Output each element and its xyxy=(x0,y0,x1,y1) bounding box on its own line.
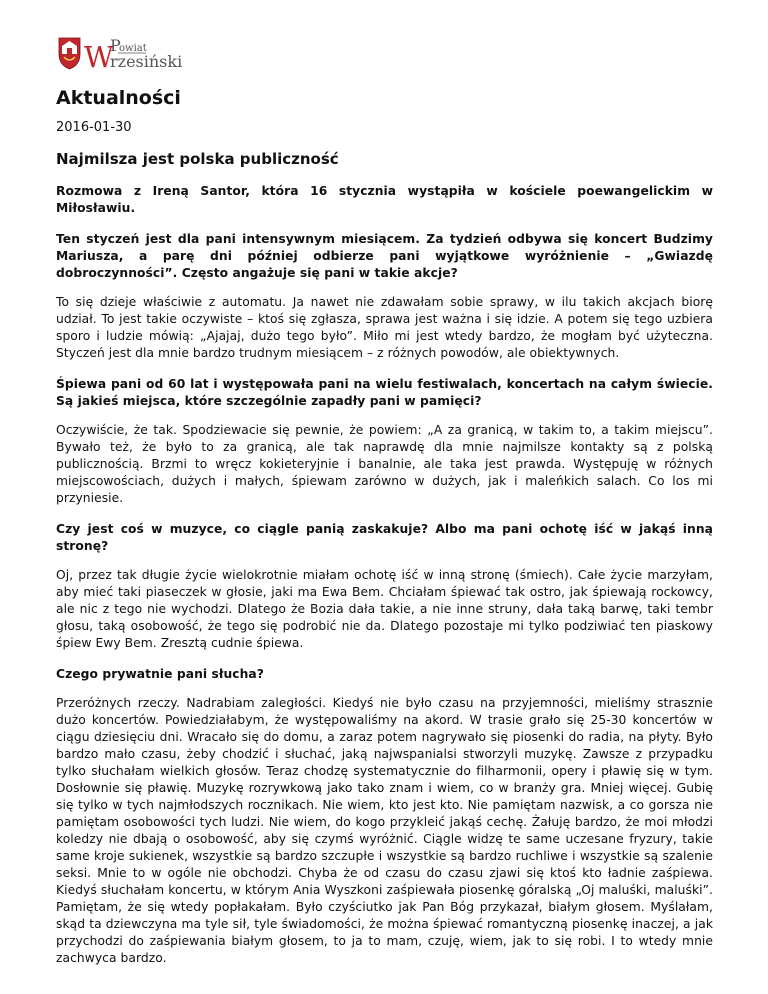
question-2: Śpiewa pani od 60 lat i występowała pani na wielu festiwalach, koncertach na całym świecie. Są jakieś miejsca, które szczególnie zapadły pani w pamięci? xyxy=(56,377,713,408)
logo-graphic xyxy=(58,36,193,70)
logo-initial-w: W xyxy=(84,40,114,70)
article-content xyxy=(56,86,713,967)
logo-text-main: rzesiński xyxy=(110,52,183,70)
answer-3: Oj, przez tak długie życie wielokrotnie miałam ochotę iść w inną stronę (śmiech). Całe życie marzyłam, aby mieć taki piaseczek w głosie, jaki ma Ewa Bem. Chciałam śpiewać tak ostro, jak śpiewają rockowcy, ale nic z tego nie wychodzi. Dlatego że Bozia dała takie, a nie inne struny, dała taką barwę, taki tembr głosu, taką osobowość, że tego się podrobić nie da. Dlatego pozostaje mi tylko podziwiać ten piaskowy śpiew Ewy Bem. Zresztą cudnie śpiewa. xyxy=(56,568,713,650)
logo-initial-p: P xyxy=(110,36,121,55)
question-4: Czego prywatnie pani słucha? xyxy=(56,667,264,681)
article-lead: Rozmowa z Ireną Santor, która 16 stycznia wystąpiła w kościele poewangelickim w Miłosławiu. xyxy=(56,184,713,215)
answer-4: Przeróżnych rzeczy. Nadrabiam zaległości. Kiedyś nie było czasu na przyjemności, mieliśmy strasznie dużo koncertów. Powiedziałabym, że występowaliśmy na akord. W trasie grało się 25-30 koncertów w ciągu dziesięciu dni. Wracało się do domu, a zaraz potem nagrywało się piosenki do radia, na płyty. Było bardzo mało czasu, żeby chodzić i słuchać, jaką najwspanialsi stworzyli muzykę. Zawsze z przypadku tylko słuchałam wielkich głosów. Teraz chodzę systematycznie do filharmonii, opery i pławię się w tym. Dosłownie się pławię. Muzykę rozrywkową jako tako znam i wiem, co w branży gra. Mniej więcej. Gubię się tylko w tych najmłodszych rocznikach. Nie wiem, kto jest kto. Nie pamiętam nazwisk, a co gorsza nie pamiętam osobowości tych ludzi. Nie wiem, do kogo przykleić jakąś cechę. Żałuję bardzo, że moi młodzi koledzy nie dbają o osobowość, aby się czymś wyróżnić. Ciągle widzę te same uczesane fryzury, takie same kroje sukienek, wszystkie są bardzo szczupłe i wszystkie są bardzo ruchliwe i wszystkie są szalenie seksi. Mnie to w ogóle nie obchodzi. Chyba że od czasu do czasu zjawi się ktoś kto ładnie zaśpiewa. Kiedyś słuchałam koncertu, w którym Ania Wyszkoni zaśpiewała piosenkę góralską „Oj maluśki, maluśki”. Pamiętam, że się wtedy popłakałam. Było czyściutko jak Pan Bóg przykazał, białym głosem. Myślałam, skąd ta dziewczyna ma tyle sił, tyle świadomości, że można śpiewać romantyczną piosenkę inaczej, a jak przychodzi do zaśpiewania białym głosem, to ja to mam, czuję, wiem, jak to się robi. I to wtedy mnie zachwyca bardzo. xyxy=(56,696,713,965)
section-title: Aktualności xyxy=(56,87,181,109)
question-3: Czy jest coś w muzyce, co ciągle panią zaskakuje? Albo ma pani ochotę iść w jakąś inną stronę? xyxy=(56,522,713,553)
powiat-wrzesinski-logo[interactable] xyxy=(58,36,193,70)
logo-text-top: owiat xyxy=(119,43,147,54)
answer-2: Oczywiście, że tak. Spodziewacie się pewnie, że powiem: „A za granicą, w takim to, a takim miejscu”. Bywało też, że było to za granicą, ale tak naprawdę dla mnie najmilsze kontakty są z polską publicznością. Brzmi to wręcz kokieteryjnie i banalnie, ale taka jest prawda. Występuję w różnych miejscowościach, dużych i małych, śpiewam zarówno w dużych, jak i maleńkich salach. Co los mi przyniesie. xyxy=(56,423,713,505)
question-1: Ten styczeń jest dla pani intensywnym miesiącem. Za tydzień odbywa się koncert Budzimy Mariusza, a parę dni później odbierze pani wyjątkowe wyróżnienie – „Gwiazdę dobroczynności”. Często angażuje się pani w takie akcje? xyxy=(56,232,713,280)
article-date: 2016-01-30 xyxy=(56,120,132,135)
answer-1: To się dzieje właściwie z automatu. Ja nawet nie zdawałam sobie sprawy, w ilu takich akcjach biorę udział. To jest takie oczywiste – ktoś się zgłasza, sprawa jest ważna i się idzie. A potem się tego uzbiera sporo i ludzie mówią: „Ajajaj, dużo tego było”. Miło mi jest wtedy bardzo, że mogłam być użyteczna. Styczeń jest dla mnie bardzo trudnym miesiącem – z różnych powodów, ale obiektywnych. xyxy=(56,295,713,360)
article-title: Najmilsza jest polska publiczność xyxy=(56,150,339,168)
